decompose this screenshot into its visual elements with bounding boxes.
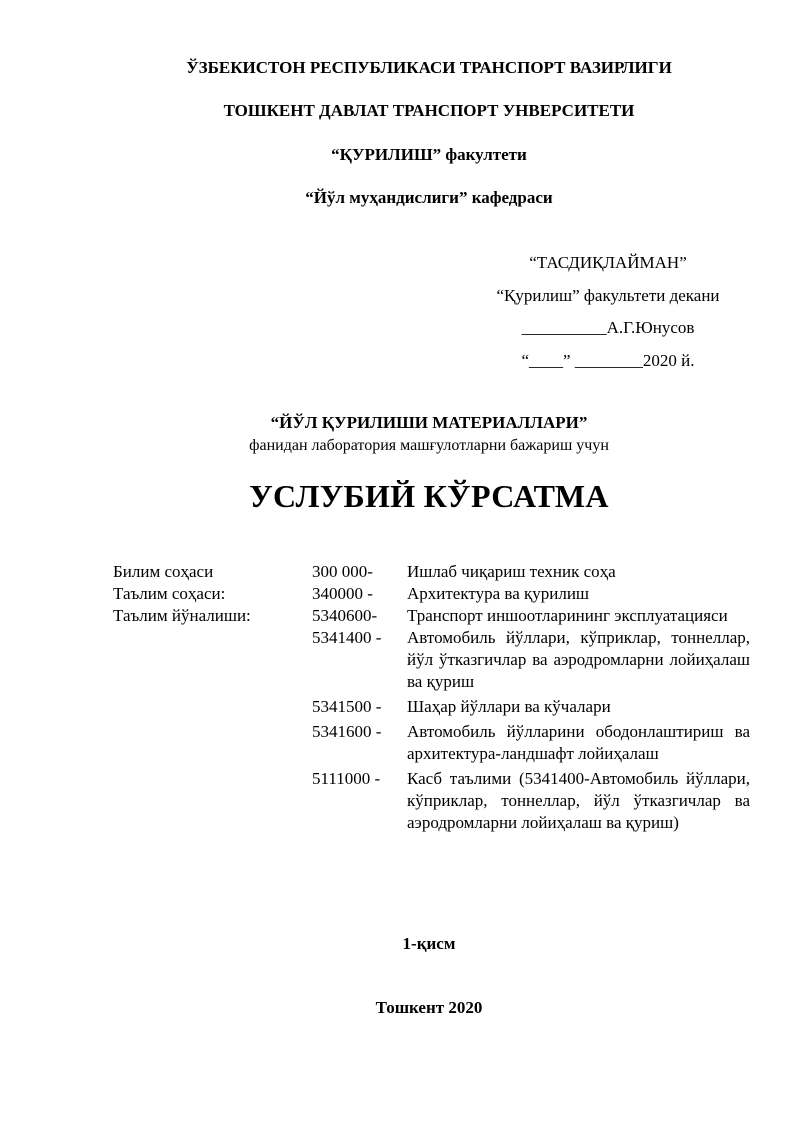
part-label: 1-қисм [402, 934, 456, 953]
info-text: Касб таълими (5341400-Автомобиль йўллари, кўприклар, тоннеллар, йўл ўтказгичлар ва аэродромларни лойиҳалаш ва қуриш) [407, 769, 750, 832]
faculty-heading: “ҚУРИЛИШ” факултети [331, 145, 527, 164]
subject-subtitle: фанидан лаборатория машғулотларни бажариш учун [249, 437, 609, 454]
info-row [113, 605, 750, 627]
approval-signature: __________А.Г.Юнусов [521, 318, 695, 337]
info-text: Автомобиль йўллари, кўприклар, тоннеллар, йўл ўтказгичлар ва аэродромларни лойиҳалаш ва қуриш [407, 628, 750, 691]
info-label [113, 696, 312, 718]
info-row [113, 721, 750, 765]
info-label: Таълим йўналиши: [113, 606, 251, 625]
info-code: 5341400 - [312, 628, 382, 647]
university-heading: ТОШКЕНТ ДАВЛАТ ТРАНСПОРТ УНВЕРСИТЕТИ [223, 101, 635, 120]
ministry-heading: ЎЗБЕКИСТОН РЕСПУБЛИКАСИ ТРАНСПОРТ ВАЗИРЛИГИ [186, 58, 672, 77]
info-code: 5340600- [312, 606, 378, 625]
info-row [113, 561, 750, 583]
info-text: Ишлаб чиқариш техник соҳа [407, 562, 616, 581]
document-title: УСЛУБИЙ КЎРСАТМА [249, 478, 609, 514]
info-code: 5341500 - [312, 697, 382, 716]
approval-title: “ТАСДИҚЛАЙМАН” [529, 253, 687, 272]
info-text: Автомобиль йўлларини ободонлаштириш ва архитектура-ландшафт лойиҳалаш [407, 722, 750, 763]
info-code: 5341600 - [312, 722, 382, 741]
education-info-table [113, 561, 750, 834]
info-code: 340000 - [312, 584, 373, 603]
info-code: 300 000- [312, 562, 373, 581]
approval-date: “____” ________2020 й. [521, 351, 695, 370]
info-text: Транспорт иншоотларининг эксплуатацияси [407, 606, 728, 625]
info-code: 5111000 - [312, 769, 381, 788]
footer-city-year: Тошкент 2020 [375, 998, 483, 1017]
subject-name: “ЙЎЛ ҚУРИЛИШИ МАТЕРИАЛЛАРИ” [270, 413, 588, 432]
info-row [113, 583, 750, 605]
info-label [113, 627, 312, 693]
info-row [113, 768, 750, 834]
info-label: Таълим соҳаси: [113, 584, 226, 603]
info-text: Шаҳар йўллари ва кўчалари [407, 697, 611, 716]
department-heading: “Йўл муҳандислиги” кафедраси [305, 188, 553, 207]
info-row [113, 696, 750, 718]
info-label [113, 768, 312, 834]
info-text: Архитектура ва қурилиш [407, 584, 590, 603]
info-label [113, 721, 312, 765]
info-label: Билим соҳаси [113, 562, 214, 581]
info-row [113, 627, 750, 693]
approval-position: “Қурилиш” факультети декани [496, 286, 720, 305]
